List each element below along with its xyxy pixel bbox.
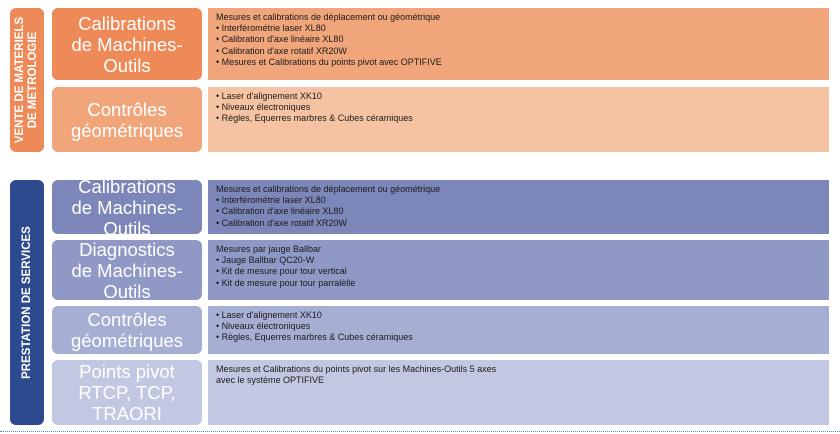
vente-calibrations-content: [208, 8, 829, 80]
vente-group-label: [10, 8, 44, 152]
title-line: RTCP, TCP,: [78, 382, 176, 403]
vente-row-calibrations: [52, 8, 829, 80]
title-line: Points pivot: [79, 361, 175, 382]
title-line: Contrôles: [87, 98, 167, 120]
prestation-label: PRESTATION DE SERVICES: [20, 226, 33, 379]
prestation-row-diagnostics: [52, 240, 829, 300]
vente-controles-content: [208, 87, 829, 152]
prestation-row-points-pivot: [52, 360, 829, 425]
title-line: TRAORI: [92, 403, 162, 424]
title-line: géométriques: [70, 330, 184, 351]
list-item: • Calibration d'axe linéaire XL80: [216, 34, 344, 45]
list-item: • Interférométrie laser XL80: [216, 195, 326, 206]
title-line: Diagnostics: [79, 238, 175, 260]
list-item: Mesures et Calibrations du points pivot sur les Machines-Outils 5 axes: [216, 364, 497, 374]
list-item: Mesures et calibrations de déplacement ou géométrique: [216, 184, 441, 194]
title-line: Contrôles: [87, 309, 167, 330]
list-item: • Mesures et Calibrations du points pivot avec OPTIFIVE: [216, 56, 442, 67]
prestation-points-pivot-title: [52, 360, 202, 425]
list-item: • Règles, Equerres marbres & Cubes céramiques: [216, 332, 413, 343]
prestation-calibrations-content: [208, 180, 829, 234]
bottom-divider: [0, 431, 840, 432]
prestation-group-label: [10, 180, 44, 425]
prestation-controles-title: [52, 306, 202, 354]
title-line: géométriques: [70, 119, 184, 141]
list-item: • Kit de mesure pour tour vertical: [216, 266, 347, 277]
list-item: • Niveaux électroniques: [216, 102, 311, 113]
title-line: de Machines-Outils: [71, 33, 183, 76]
title-line: de Machines-Outils: [71, 259, 183, 302]
list-item: • Calibration d'axe rotatif XR20W: [216, 45, 347, 56]
list-item: • Règles, Equerres marbres & Cubes céramiques: [216, 113, 413, 124]
prestation-diagnostics-title: [52, 240, 202, 300]
list-item: • Calibration d'axe linéaire XL80: [216, 206, 344, 217]
prestation-row-calibrations: [52, 175, 829, 239]
prestation-points-pivot-content: [208, 360, 829, 425]
list-item: • Laser d'alignement XK10: [216, 310, 322, 320]
list-item: • Kit de mesure pour tour parralèlle: [216, 277, 356, 288]
list-item: avec le système OPTIFIVE: [216, 375, 325, 386]
list-item: • Jauge Ballbar QC20-W: [216, 255, 315, 266]
list-item: • Laser d'alignement XK10: [216, 91, 322, 101]
vente-label-line2: DE METROLOGIE: [27, 31, 39, 129]
prestation-diagnostics-content: [208, 240, 829, 300]
title-line: Calibrations: [78, 12, 176, 34]
list-item: • Calibration d'axe rotatif XR20W: [216, 217, 347, 228]
list-item: • Niveaux électroniques: [216, 321, 311, 332]
list-item: • Interférométrie laser XL80: [216, 23, 326, 34]
title-line: de Machines-Outils: [71, 196, 183, 239]
prestation-calibrations-title: [52, 175, 202, 239]
prestation-controles-content: [208, 306, 829, 354]
vente-controles-title: [52, 87, 202, 152]
vente-calibrations-title: [52, 8, 202, 80]
title-line: Calibrations: [78, 175, 176, 197]
list-item: Mesures et calibrations de déplacement ou géométrique: [216, 12, 441, 22]
prestation-row-controles: [52, 306, 829, 354]
list-item: Mesures par jauge Ballbar: [216, 244, 322, 254]
vente-label-line1: VENTE DE MATERIELS: [14, 16, 26, 144]
vente-row-controles: [52, 87, 829, 152]
